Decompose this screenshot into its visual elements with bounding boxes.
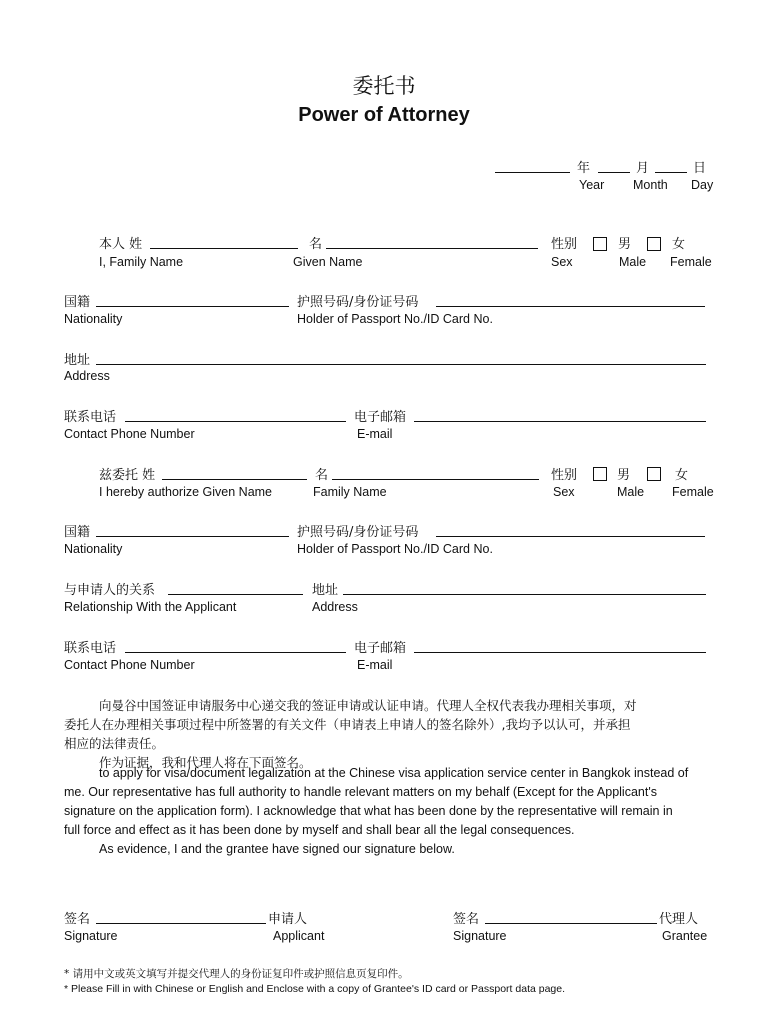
principal-nationality-label: Nationality (64, 312, 123, 326)
applicant-sign-label-cn: 签名 (64, 912, 91, 927)
statement-en-line-2: me. Our representative has full authority to handle relevant matters on my behalf (Except for the Applicant's (64, 785, 657, 799)
principal-male-checkbox[interactable] (593, 237, 607, 251)
statement-en-line-5: As evidence, I and the grantee have signed our signature below. (99, 842, 455, 856)
principal-female-label: Female (670, 255, 712, 269)
applicant-label-cn: 申请人 (268, 912, 308, 927)
principal-given-label: Given Name (293, 255, 363, 269)
agent-relationship-field[interactable] (168, 594, 303, 595)
agent-female-checkbox[interactable] (647, 467, 661, 481)
page-title: Power of Attorney (298, 104, 470, 126)
principal-female-label-cn: 女 (672, 237, 686, 252)
agent-surname-label: I hereby authorize Given Name (99, 485, 273, 499)
principal-phone-label: Contact Phone Number (64, 427, 195, 441)
agent-relationship-label: Relationship With the Applicant (64, 600, 237, 614)
principal-email-label-cn: 电子邮箱 (354, 410, 407, 425)
grantee-label: Grantee (662, 929, 708, 943)
day-label-cn: 日 (693, 161, 707, 176)
agent-given-label: Family Name (313, 485, 387, 499)
agent-address-field[interactable] (343, 594, 706, 595)
applicant-signature-label: Signature (64, 929, 118, 943)
principal-email-field[interactable] (414, 421, 706, 422)
agent-passport-label-cn: 护照号码/身份证号码 (297, 525, 419, 540)
title-chinese: 委托书 (352, 74, 416, 98)
month-label: Month (633, 178, 668, 192)
agent-female-label-cn: 女 (675, 468, 689, 483)
principal-sex-label: Sex (551, 255, 573, 269)
agent-phone-label: Contact Phone Number (64, 658, 195, 672)
agent-surname-label-cn: 兹委托 姓 (99, 468, 156, 483)
day-label: Day (691, 178, 714, 192)
principal-address-label: Address (64, 369, 110, 383)
grantee-signature-field[interactable] (485, 923, 657, 924)
statement-cn-line-4: 作为证据，我和代理人将在下面签名。 (99, 755, 312, 770)
principal-passport-label-cn: 护照号码/身份证号码 (297, 295, 419, 310)
agent-email-field[interactable] (414, 652, 706, 653)
month-label-cn: 月 (636, 161, 650, 176)
statement-cn-line-3: 相应的法律责任。 (64, 736, 165, 751)
agent-email-label: E-mail (357, 658, 393, 672)
agent-phone-label-cn: 联系电话 (64, 641, 117, 656)
agent-male-label-cn: 男 (617, 468, 631, 483)
principal-surname-field[interactable] (150, 248, 298, 249)
agent-relationship-label-cn: 与申请人的关系 (64, 583, 156, 598)
grantee-label-cn: 代理人 (659, 912, 699, 927)
principal-address-label-cn: 地址 (64, 353, 91, 368)
statement-cn-line-1: 向曼谷中国签证申请服务中心递交我的签证申请或认证申请。代理人全权代表我办理相关事项，对 (99, 698, 637, 713)
principal-nationality-field[interactable] (96, 306, 289, 307)
statement-en-line-3: signature on the application form). I acknowledge that what has been done by the representative will remain in (64, 804, 673, 818)
grantee-signature-label: Signature (453, 929, 507, 943)
month-field[interactable] (598, 172, 630, 173)
principal-phone-label-cn: 联系电话 (64, 410, 117, 425)
agent-given-field[interactable] (332, 479, 539, 480)
applicant-label: Applicant (273, 929, 325, 943)
agent-phone-field[interactable] (125, 652, 346, 653)
statement-en-line-4: full force and effect as it has been done by myself and shall bear all the legal consequences. (64, 823, 575, 837)
principal-passport-label: Holder of Passport No./ID Card No. (297, 312, 493, 326)
principal-phone-field[interactable] (125, 421, 346, 422)
agent-female-label: Female (672, 485, 714, 499)
principal-sex-label-cn: 性别 (551, 237, 578, 252)
principal-given-field[interactable] (326, 248, 538, 249)
principal-address-field[interactable] (96, 364, 706, 365)
agent-address-label: Address (312, 600, 358, 614)
grantee-sign-label-cn: 签名 (453, 912, 480, 927)
agent-nationality-label-cn: 国籍 (64, 525, 91, 540)
year-label: Year (579, 178, 605, 192)
agent-sex-label-cn: 性别 (551, 468, 578, 483)
statement-cn-line-2: 委托人在办理相关事项过程中所签署的有关文件（申请表上申请人的签名除外）,我均予以认可，并承担 (64, 717, 631, 732)
principal-email-label: E-mail (357, 427, 393, 441)
agent-nationality-label: Nationality (64, 542, 123, 556)
principal-surname-label: I, Family Name (99, 255, 184, 269)
applicant-signature-field[interactable] (96, 923, 266, 924)
agent-given-label-cn: 名 (315, 468, 329, 483)
agent-passport-field[interactable] (436, 536, 705, 537)
year-field[interactable] (495, 172, 570, 173)
principal-surname-label-cn: 本人 姓 (99, 237, 143, 252)
principal-female-checkbox[interactable] (647, 237, 661, 251)
agent-nationality-field[interactable] (96, 536, 289, 537)
agent-address-label-cn: 地址 (312, 583, 339, 598)
agent-surname-field[interactable] (162, 479, 307, 480)
year-label-cn: 年 (577, 161, 591, 176)
principal-male-label: Male (619, 255, 647, 269)
statement-en-line-1: to apply for visa/document legalization at the Chinese visa application service center in Bangkok instead of (99, 766, 689, 780)
agent-passport-label: Holder of Passport No./ID Card No. (297, 542, 493, 556)
principal-given-label-cn: 名 (309, 237, 323, 252)
agent-male-checkbox[interactable] (593, 467, 607, 481)
principal-nationality-label-cn: 国籍 (64, 295, 91, 310)
day-field[interactable] (655, 172, 687, 173)
agent-male-label: Male (617, 485, 645, 499)
agent-sex-label: Sex (553, 485, 575, 499)
principal-passport-field[interactable] (436, 306, 705, 307)
principal-male-label-cn: 男 (618, 237, 632, 252)
agent-email-label-cn: 电子邮箱 (354, 641, 407, 656)
footnote-cn: * 请用中文或英文填写并提交代理人的身份证复印件或护照信息页复印件。 (64, 968, 409, 980)
footnote-en: * Please Fill in with Chinese or English and Enclose with a copy of Grantee's ID card or Passport data page. (64, 983, 566, 995)
